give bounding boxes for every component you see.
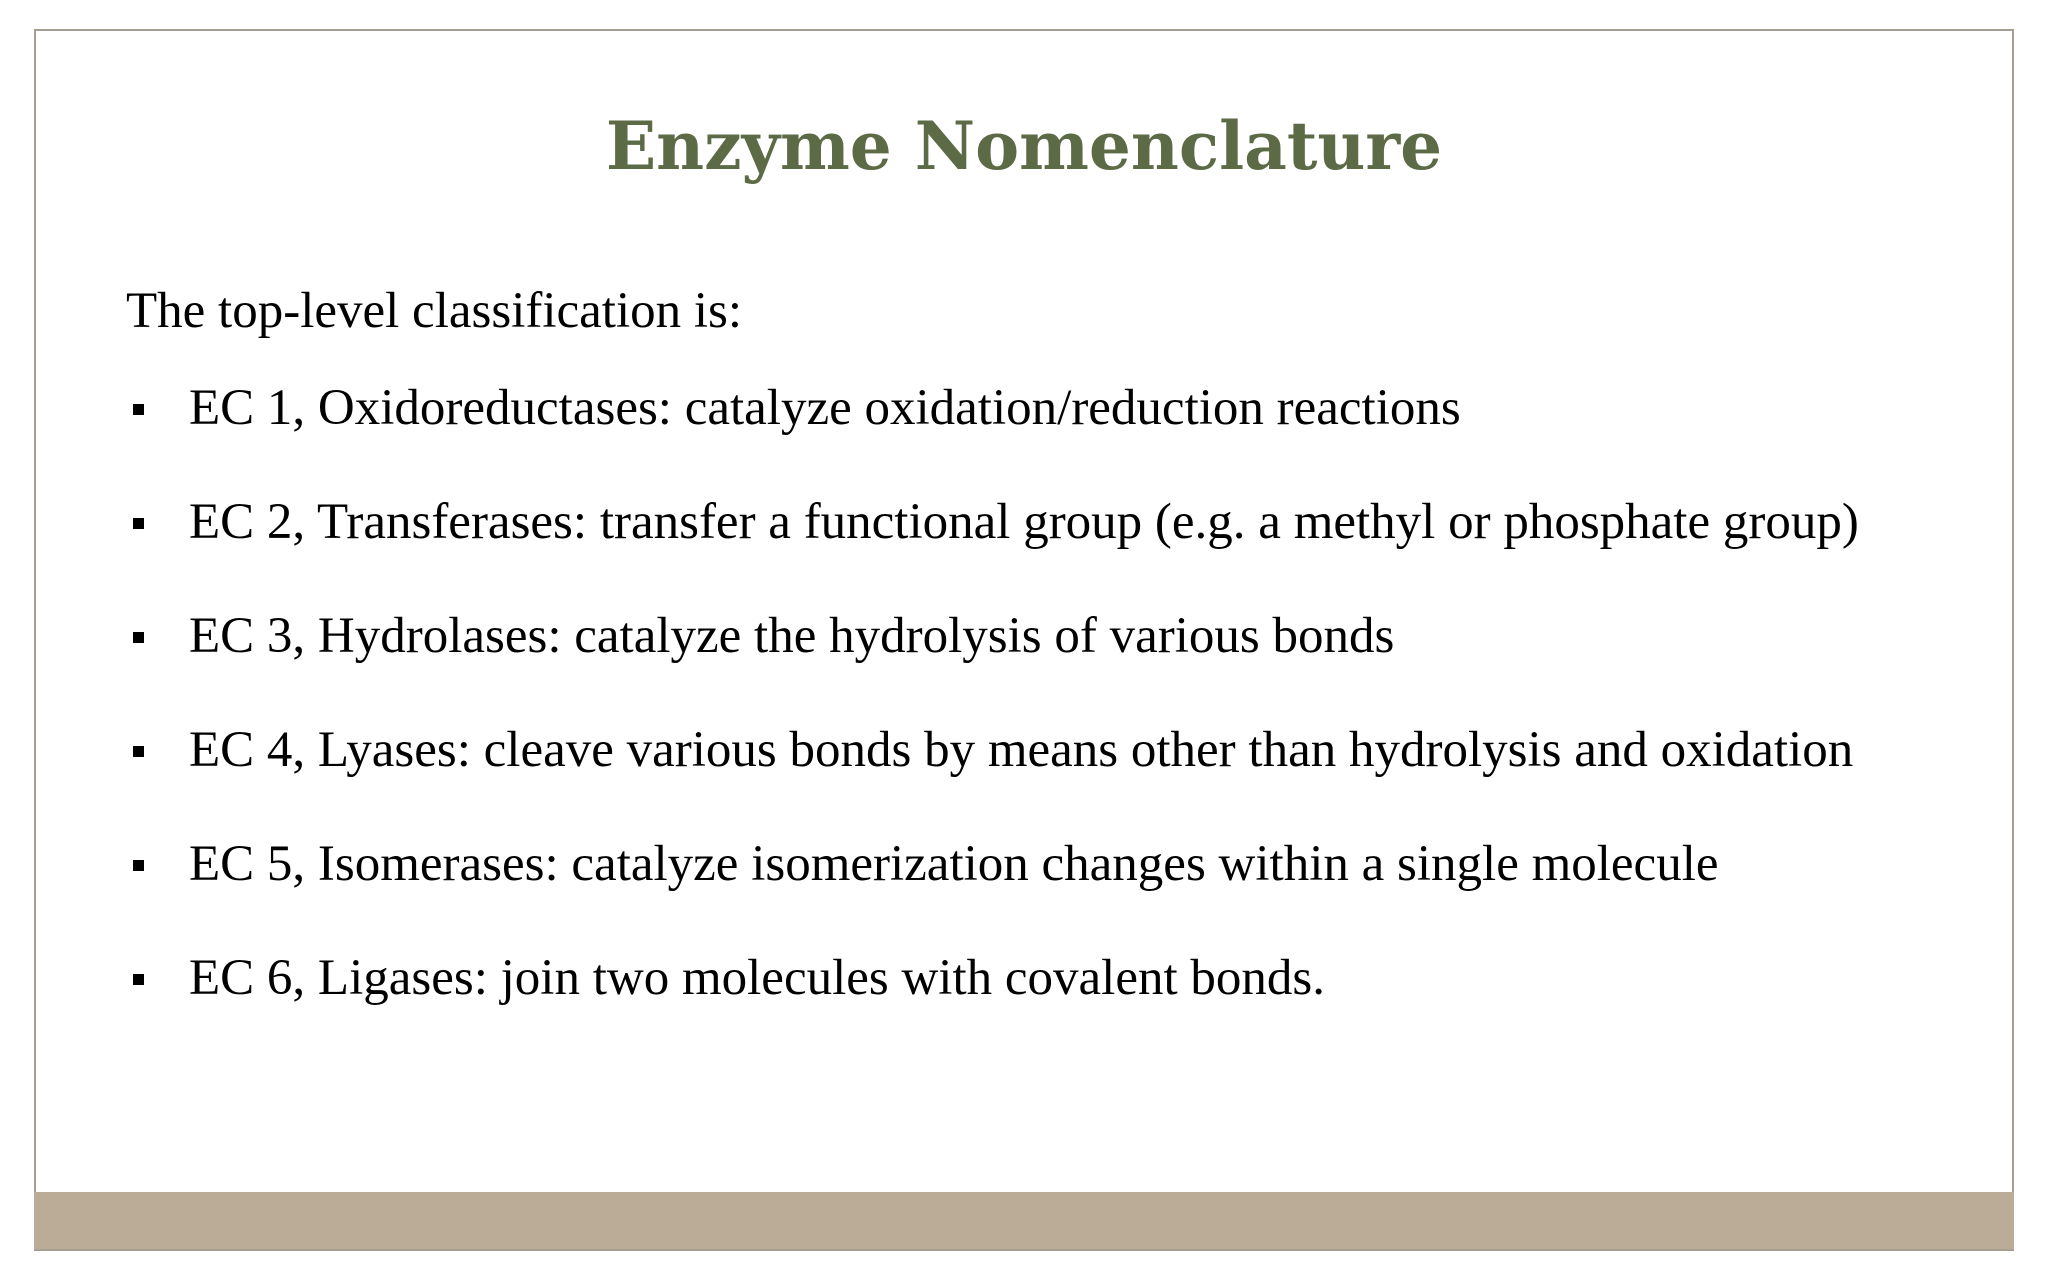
list-item-text: EC 5, Isomerases: catalyze isomerization changes within a single molecule xyxy=(189,836,1719,892)
square-bullet-icon xyxy=(133,860,144,871)
list-item-text: EC 3, Hydrolases: catalyze the hydrolysis of various bonds xyxy=(189,608,1395,664)
slide-frame xyxy=(34,29,2014,1251)
list-item-ec2 xyxy=(126,474,1994,571)
list-item-ec3 xyxy=(126,588,1994,685)
list-item-ec6 xyxy=(126,930,1994,1027)
intro-text: The top-level classification is: xyxy=(126,283,743,339)
square-bullet-icon xyxy=(133,746,144,757)
slide-body xyxy=(126,279,1994,1061)
square-bullet-icon xyxy=(133,632,144,643)
footer-bar xyxy=(34,1192,2014,1251)
classification-list xyxy=(126,360,1994,1027)
footer-edge xyxy=(34,1249,2014,1251)
list-item-text: EC 2, Transferases: transfer a functional group (e.g. a methyl or phosphate group) xyxy=(189,494,1859,550)
list-item-ec5 xyxy=(126,816,1994,913)
square-bullet-icon xyxy=(133,404,144,415)
list-item-text: EC 6, Ligases: join two molecules with covalent bonds. xyxy=(189,950,1325,1006)
square-bullet-icon xyxy=(133,518,144,529)
list-item-ec4 xyxy=(126,702,1994,799)
slide-title: Enzyme Nomenclature xyxy=(605,107,1443,185)
list-item-text: EC 1, Oxidoreductases: catalyze oxidation/reduction reactions xyxy=(189,380,1461,436)
list-item-ec1 xyxy=(126,360,1994,457)
list-item-text: EC 4, Lyases: cleave various bonds by means other than hydrolysis and oxidation xyxy=(189,722,1854,778)
square-bullet-icon xyxy=(133,974,144,985)
